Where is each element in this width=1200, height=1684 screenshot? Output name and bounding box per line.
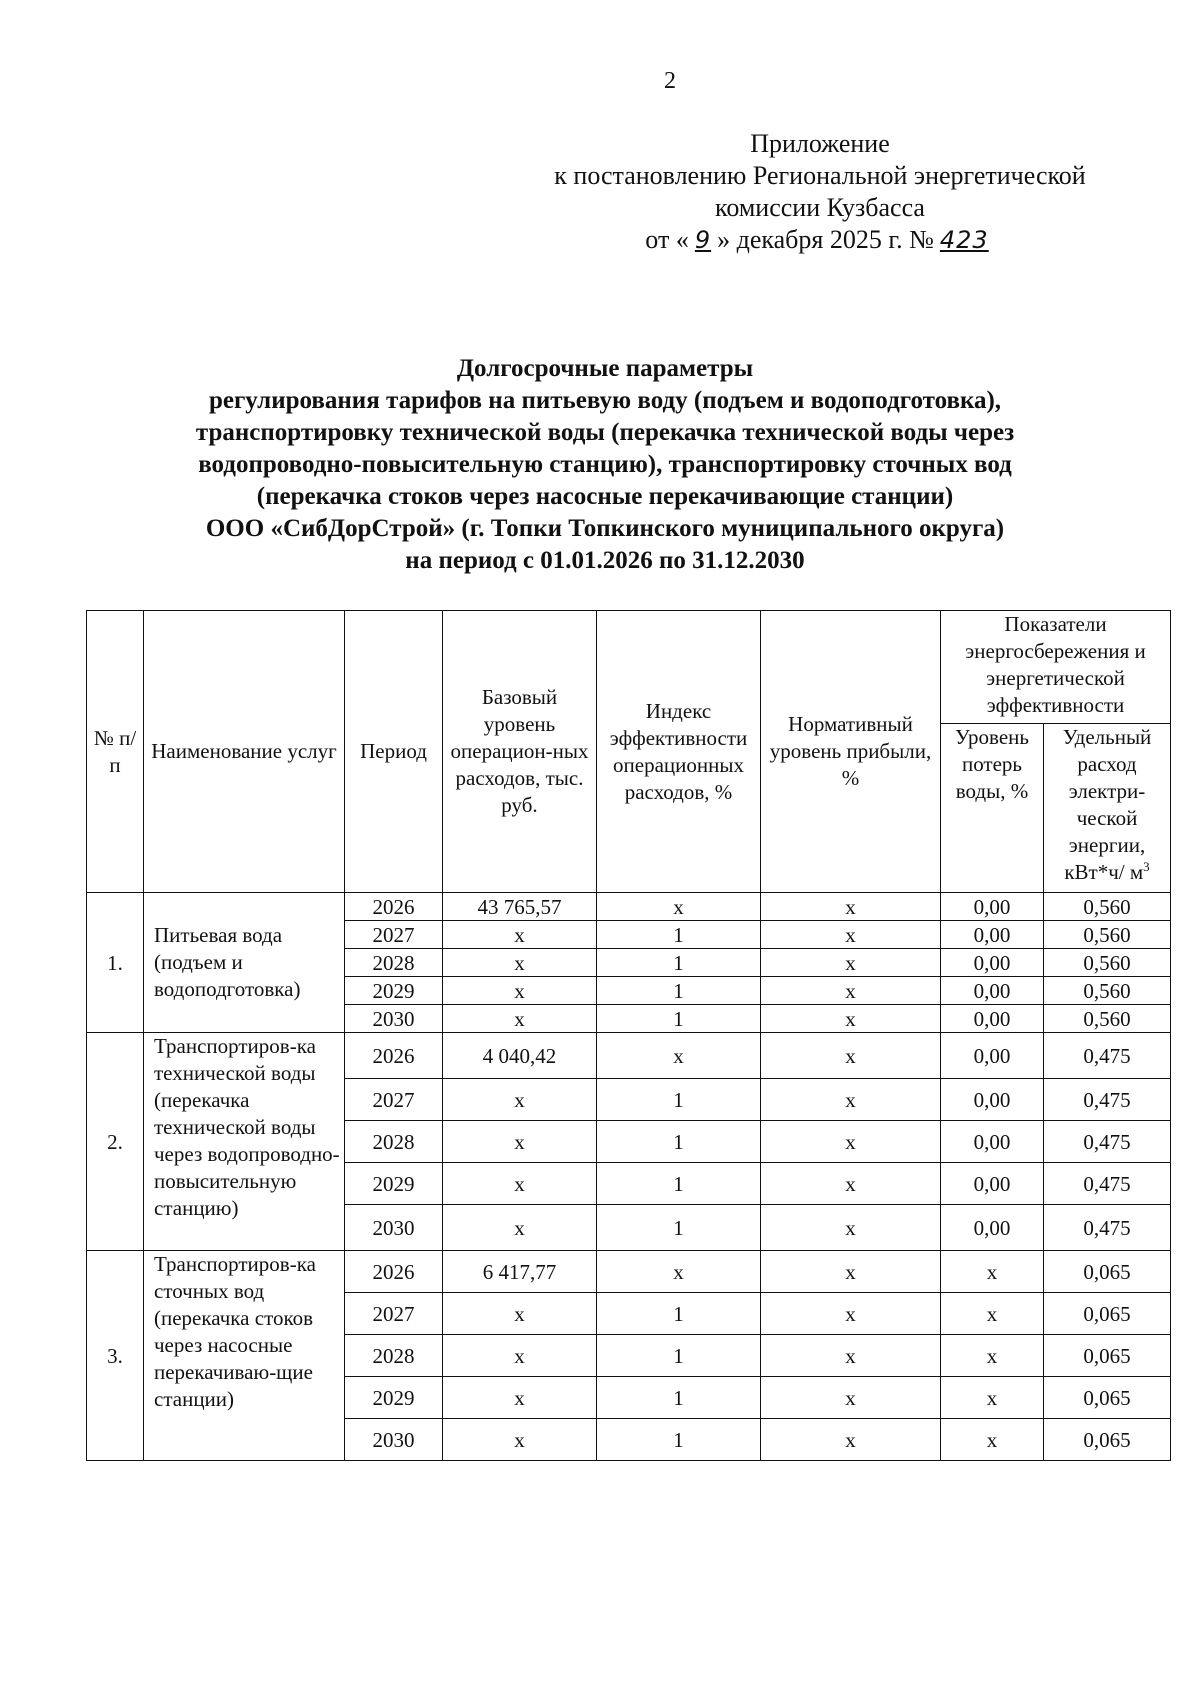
electricity-cell: 0,065	[1044, 1251, 1171, 1293]
period-cell: 2029	[345, 1163, 443, 1205]
efficiency-index-cell: 1	[597, 1335, 761, 1377]
appendix-title: Приложение	[750, 129, 890, 158]
profit-cell: х	[761, 1005, 941, 1033]
header-period: Период	[345, 611, 443, 893]
base-cost-cell: х	[443, 1079, 597, 1121]
electricity-cell: 0,560	[1044, 893, 1171, 921]
efficiency-index-cell: х	[597, 1033, 761, 1079]
header-water-loss: Уровень потерь воды, %	[941, 724, 1044, 893]
handwritten-number: 423	[939, 226, 989, 254]
period-cell: 2030	[345, 1419, 443, 1461]
base-cost-cell: х	[443, 921, 597, 949]
header-electricity-sup: 3	[1143, 859, 1150, 874]
water-loss-cell: 0,00	[941, 949, 1044, 977]
profit-cell: х	[761, 1251, 941, 1293]
header-electricity-text: Удельный расход электри-ческой энергии, кВт*ч/ м	[1062, 725, 1152, 884]
electricity-cell: 0,475	[1044, 1121, 1171, 1163]
service-name: Питьевая вода (подъем и водоподготовка)	[144, 893, 345, 1033]
appendix-line: комиссии Кузбасса	[715, 193, 925, 222]
water-loss-cell: 0,00	[941, 893, 1044, 921]
table-body	[87, 893, 1171, 1461]
efficiency-index-cell: 1	[597, 1205, 761, 1251]
base-cost-cell: х	[443, 1377, 597, 1419]
appendix-line: к постановлению Региональной энергетической	[554, 161, 1086, 190]
water-loss-cell: 0,00	[941, 1033, 1044, 1079]
efficiency-index-cell: 1	[597, 921, 761, 949]
base-cost-cell: 6 417,77	[443, 1251, 597, 1293]
water-loss-cell: 0,00	[941, 1121, 1044, 1163]
efficiency-index-cell: 1	[597, 1377, 761, 1419]
appendix-header	[520, 128, 1120, 256]
electricity-cell: 0,475	[1044, 1163, 1171, 1205]
water-loss-cell: х	[941, 1251, 1044, 1293]
table-row	[87, 1251, 1171, 1293]
header-electricity	[1044, 724, 1171, 893]
base-cost-cell: х	[443, 1005, 597, 1033]
electricity-cell: 0,065	[1044, 1377, 1171, 1419]
base-cost-cell: 4 040,42	[443, 1033, 597, 1079]
header-energy-group: Показатели энергосбережения и энергетической эффективности	[941, 611, 1171, 724]
period-cell: 2029	[345, 977, 443, 1005]
efficiency-index-cell: 1	[597, 1121, 761, 1163]
title-line: Долгосрочные параметры	[456, 355, 754, 382]
profit-cell: х	[761, 1205, 941, 1251]
water-loss-cell: 0,00	[941, 1005, 1044, 1033]
electricity-cell: 0,475	[1044, 1079, 1171, 1121]
service-name: Транспортиров-ка технической воды (перекачка технической воды через водопроводно-повысительную станцию)	[144, 1033, 345, 1251]
header-efficiency-index: Индекс эффективности операционных расходов, %	[597, 611, 761, 893]
water-loss-cell: х	[941, 1377, 1044, 1419]
profit-cell: х	[761, 893, 941, 921]
title-line: на период с 01.01.2026 по 31.12.2030	[405, 547, 805, 574]
water-loss-cell: 0,00	[941, 977, 1044, 1005]
period-cell: 2027	[345, 1079, 443, 1121]
table-row	[87, 1033, 1171, 1079]
water-loss-cell: х	[941, 1293, 1044, 1335]
efficiency-index-cell: 1	[597, 1419, 761, 1461]
date-suffix: » декабря 2025 г. №	[717, 225, 934, 254]
base-cost-cell: х	[443, 1163, 597, 1205]
table-row	[87, 893, 1171, 921]
row-number: 2.	[87, 1033, 144, 1251]
period-cell: 2029	[345, 1377, 443, 1419]
page-number: 2	[664, 68, 676, 94]
water-loss-cell: 0,00	[941, 1205, 1044, 1251]
electricity-cell: 0,065	[1044, 1293, 1171, 1335]
base-cost-cell: х	[443, 1293, 597, 1335]
document-title	[40, 353, 1170, 577]
service-name: Транспортиров-ка сточных вод (перекачка стоков через насосные перекачиваю-щие станции)	[144, 1251, 345, 1461]
profit-cell: х	[761, 1335, 941, 1377]
parameters-table	[86, 610, 1171, 1461]
efficiency-index-cell: х	[597, 893, 761, 921]
title-line: регулирования тарифов на питьевую воду (подъем и водоподготовка),	[208, 387, 1002, 414]
row-number: 3.	[87, 1251, 144, 1461]
profit-cell: х	[761, 1377, 941, 1419]
electricity-cell: 0,065	[1044, 1419, 1171, 1461]
period-cell: 2027	[345, 921, 443, 949]
header-num: № п/п	[87, 611, 144, 893]
electricity-cell: 0,560	[1044, 921, 1171, 949]
profit-cell: х	[761, 1121, 941, 1163]
base-cost-cell: 43 765,57	[443, 893, 597, 921]
electricity-cell: 0,560	[1044, 977, 1171, 1005]
title-line: ООО «СибДорСтрой» (г. Топки Топкинского муниципального округа)	[205, 515, 1005, 542]
electricity-cell: 0,475	[1044, 1205, 1171, 1251]
period-cell: 2030	[345, 1005, 443, 1033]
profit-cell: х	[761, 949, 941, 977]
efficiency-index-cell: х	[597, 1251, 761, 1293]
period-cell: 2026	[345, 1251, 443, 1293]
electricity-cell: 0,065	[1044, 1335, 1171, 1377]
period-cell: 2030	[345, 1205, 443, 1251]
base-cost-cell: х	[443, 1121, 597, 1163]
efficiency-index-cell: 1	[597, 1005, 761, 1033]
period-cell: 2028	[345, 1335, 443, 1377]
profit-cell: х	[761, 921, 941, 949]
base-cost-cell: х	[443, 1419, 597, 1461]
base-cost-cell: х	[443, 977, 597, 1005]
period-cell: 2026	[345, 893, 443, 921]
title-line: (перекачка стоков через насосные перекачивающие станции)	[256, 483, 954, 510]
title-line: транспортировку технической воды (перекачка технической воды через	[195, 419, 1015, 446]
base-cost-cell: х	[443, 1205, 597, 1251]
efficiency-index-cell: 1	[597, 977, 761, 1005]
profit-cell: х	[761, 977, 941, 1005]
efficiency-index-cell: 1	[597, 1079, 761, 1121]
header-base-cost: Базовый уровень операцион-ных расходов, тыс. руб.	[443, 611, 597, 893]
period-cell: 2027	[345, 1293, 443, 1335]
efficiency-index-cell: 1	[597, 949, 761, 977]
header-profit: Нормативный уровень прибыли, %	[761, 611, 941, 893]
electricity-cell: 0,475	[1044, 1033, 1171, 1079]
appendix-date	[520, 224, 1120, 256]
profit-cell: х	[761, 1163, 941, 1205]
water-loss-cell: х	[941, 1419, 1044, 1461]
profit-cell: х	[761, 1419, 941, 1461]
profit-cell: х	[761, 1293, 941, 1335]
water-loss-cell: х	[941, 1335, 1044, 1377]
period-cell: 2028	[345, 1121, 443, 1163]
efficiency-index-cell: 1	[597, 1163, 761, 1205]
water-loss-cell: 0,00	[941, 1163, 1044, 1205]
row-number: 1.	[87, 893, 144, 1033]
electricity-cell: 0,560	[1044, 1005, 1171, 1033]
water-loss-cell: 0,00	[941, 1079, 1044, 1121]
base-cost-cell: х	[443, 1335, 597, 1377]
period-cell: 2026	[345, 1033, 443, 1079]
header-service: Наименование услуг	[144, 611, 345, 893]
profit-cell: х	[761, 1079, 941, 1121]
water-loss-cell: 0,00	[941, 921, 1044, 949]
date-prefix: от «	[645, 225, 689, 254]
base-cost-cell: х	[443, 949, 597, 977]
handwritten-day: 9	[694, 226, 712, 254]
title-line: водопроводно-повысительную станцию), транспортировку сточных вод	[198, 451, 1012, 478]
profit-cell: х	[761, 1033, 941, 1079]
efficiency-index-cell: 1	[597, 1293, 761, 1335]
period-cell: 2028	[345, 949, 443, 977]
electricity-cell: 0,560	[1044, 949, 1171, 977]
